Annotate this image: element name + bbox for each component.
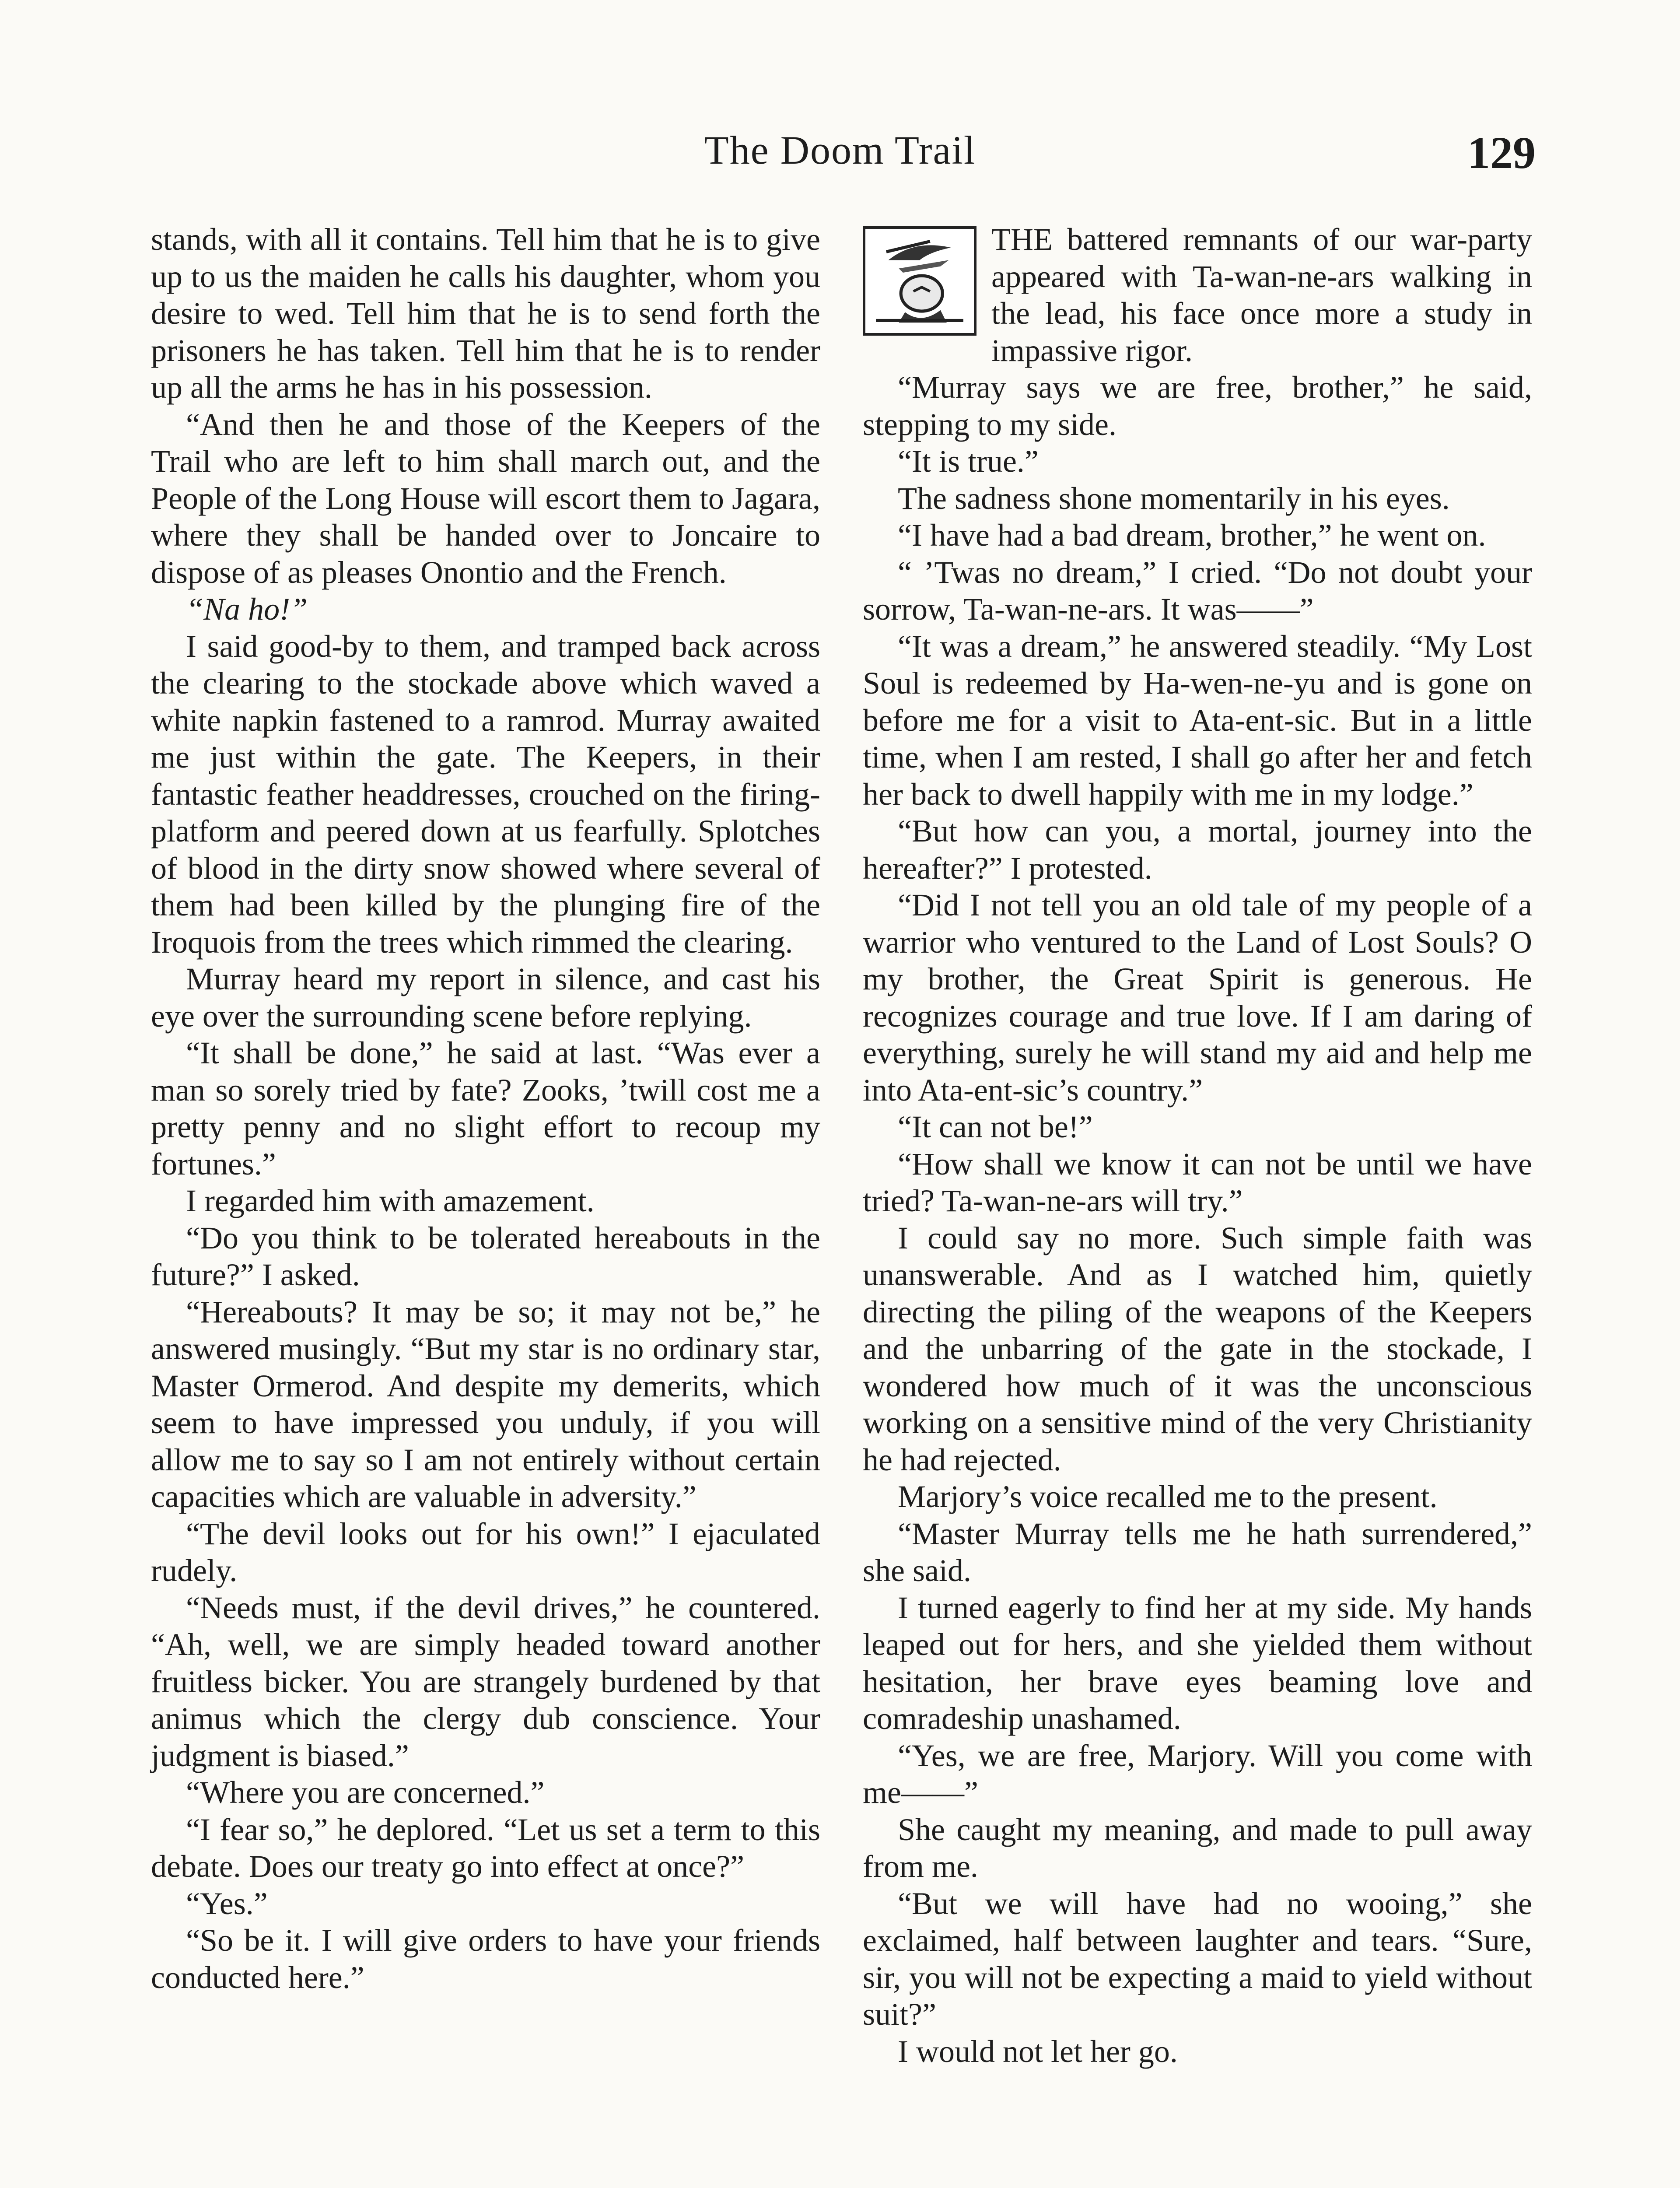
- paragraph: “Master Murray tells me he hath surrendered,” she said.: [863, 1516, 1532, 1588]
- paragraph: “I have had a bad dream, brother,” he went on.: [898, 518, 1486, 553]
- paragraph: I said good-by to them, and tramped back across the clearing to the stockade above which waved a white napkin fastened to a ramrod. Murray awaited me just within the gate. The Keepers, in their fantastic feather headdresses, crouched on the firing-platform and peered down at us fearfully. Splotches of blood in the dirty snow showed where several of them had been killed by the plunging fire of the Iroquois from the trees which rimmed the clearing.: [151, 628, 820, 960]
- paragraph: “So be it. I will give orders to have your friends conducted here.”: [151, 1923, 820, 1995]
- paragraph: I turned eagerly to find her at my side. My hands leaped out for hers, and she yielded them without hesitation, her brave eyes beaming love and comradeship unashamed.: [863, 1590, 1532, 1736]
- paragraph: THE battered remnants of our war-party appeared with Ta-wan-ne-ars walking in the lead, his face once more a study in impassive rigor.: [991, 222, 1532, 368]
- paragraph: “And then he and those of the Keepers of the Trail who are left to him shall march out, and the People of the Long House will escort them to Jagara, where they shall be handed over to Joncaire to dispose of as pleases Onontio and the French.: [151, 407, 820, 590]
- paragraph: She caught my meaning, and made to pull away from me.: [863, 1812, 1532, 1884]
- paragraph: “It is true.”: [898, 444, 1039, 479]
- feathered-warrior-head-icon: [863, 226, 976, 336]
- paragraph: “Na ho!”: [186, 592, 308, 627]
- paragraph: “Where you are concerned.”: [186, 1775, 545, 1810]
- paragraph: “I fear so,” he deplored. “Let us set a term to this debate. Does our treaty go into effect at once?”: [151, 1812, 820, 1884]
- paragraph: “Do you think to be tolerated hereabouts in the future?” I asked.: [151, 1220, 820, 1292]
- paragraph: “ ’Twas no dream,” I cried. “Do not doubt your sorrow, Ta-wan-ne-ars. It was——”: [863, 554, 1532, 627]
- paragraph: “Hereabouts? It may be so; it may not be,” he answered musingly. “But my star is no ordinary star, Master Ormerod. And despite my demerits, which seem to have impressed you unduly, if you will allow me to say so I am not entirely without certain capacities which are valuable in adversity.”: [151, 1294, 820, 1514]
- paragraph: “The devil looks out for his own!” I ejaculated rudely.: [151, 1516, 820, 1588]
- paragraph: “Needs must, if the devil drives,” he countered. “Ah, well, we are simply headed toward another fruitless bicker. You are strangely burdened by that animus which the clergy dub conscience. Your judgment is biased.”: [151, 1590, 820, 1773]
- left-column: [151, 221, 820, 1996]
- paragraph: I could say no more. Such simple faith was unanswerable. And as I watched him, quietly directing the piling of the weapons of the Keepers and the unbarring of the gate in the stockade, I wondered how much of it was the unconscious working on a sensitive mind of the very Christianity he had rejected.: [863, 1220, 1532, 1477]
- paragraph: “It shall be done,” he said at last. “Was ever a man so sorely tried by fate? Zooks, ’twill cost me a pretty penny and no slight effort to recoup my fortunes.”: [151, 1035, 820, 1182]
- paragraph: “Murray says we are free, brother,” he said, stepping to my side.: [863, 370, 1532, 442]
- paragraph: “But we will have had no wooing,” she exclaimed, half between laughter and tears. “Sure, sir, you will not be expecting a maid to yield without suit?”: [863, 1886, 1532, 2032]
- paragraph: I would not let her go.: [898, 2034, 1178, 2069]
- page-number: 129: [1467, 128, 1536, 178]
- paragraph: “It was a dream,” he answered steadily. “My Lost Soul is redeemed by Ha-wen-ne-yu and is gone on before me for a visit to Ata-ent-sic. But in a little time, when I am rested, I shall go after her and fetch her back to dwell happily with me in my lodge.”: [863, 628, 1532, 812]
- paragraph: “It can not be!”: [898, 1109, 1093, 1144]
- paragraph: “Did I not tell you an old tale of my people of a warrior who ventured to the Land of Lost Souls? O my brother, the Great Spirit is generous. He recognizes courage and true love. If I am daring of everything, surely he will stand my aid and help me into Ata-ent-sic’s country.”: [863, 887, 1532, 1108]
- paragraph: The sadness shone momentarily in his eyes.: [898, 480, 1450, 516]
- paragraph: Marjory’s voice recalled me to the present.: [898, 1479, 1438, 1514]
- paragraph: stands, with all it contains. Tell him that he is to give up to us the maiden he calls his daughter, whom you desire to wed. Tell him that he is to send forth the prisoners he has taken. Tell him that he is to render up all the arms he has in his possession.: [151, 222, 820, 405]
- paragraph: “How shall we know it can not be until we have tried? Ta-wan-ne-ars will try.”: [863, 1146, 1532, 1218]
- paragraph: “Yes.”: [186, 1886, 268, 1921]
- paragraph: “Yes, we are free, Marjory. Will you come with me——”: [863, 1738, 1532, 1810]
- paragraph: “But how can you, a mortal, journey into the hereafter?” I protested.: [863, 813, 1532, 886]
- paragraph: Murray heard my report in silence, and cast his eye over the surrounding scene before replying.: [151, 961, 820, 1034]
- paragraph: I regarded him with amazement.: [186, 1183, 595, 1218]
- page-title: The Doom Trail: [704, 128, 976, 172]
- right-column: [863, 221, 1532, 2070]
